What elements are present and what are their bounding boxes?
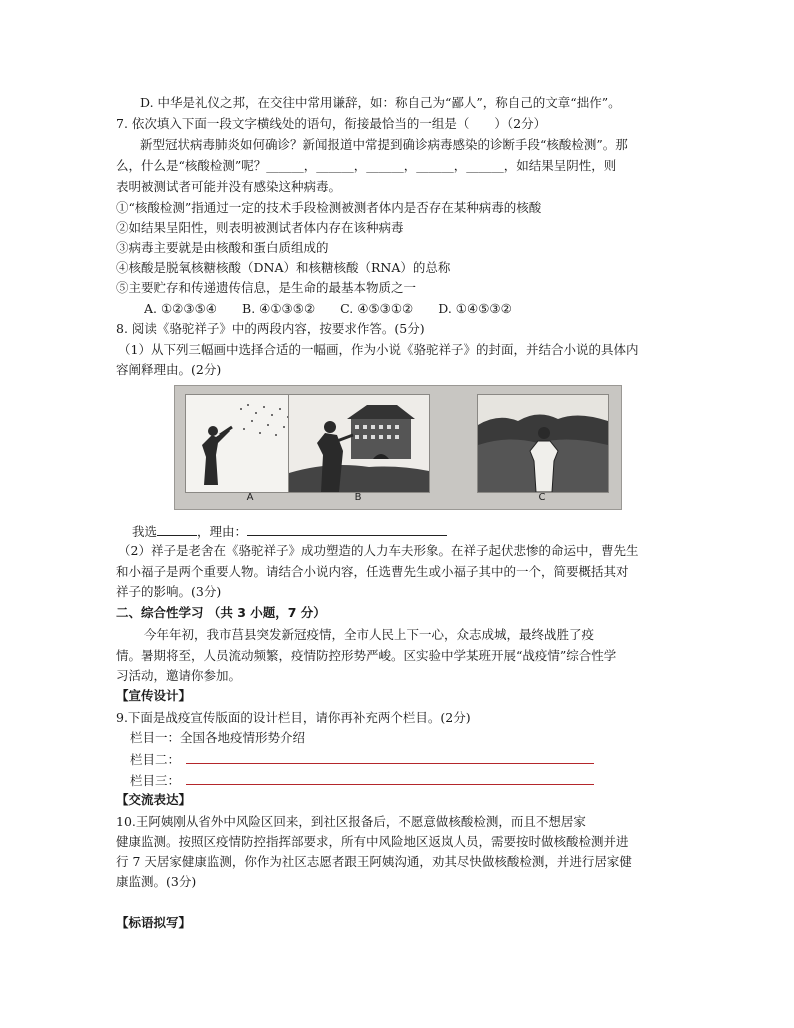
question-10-line-2: 健康监测。按照区疫情防控指挥部要求，所有中风险地区返岚人员，需要按时做核酸检测并进 (116, 834, 629, 849)
panel-b-label: B (354, 492, 362, 503)
section-2-intro-1: 今年年初，我市莒县突发新冠疫情，全市人民上下一心，众志成城，最终战胜了疫 (144, 627, 595, 642)
publicity-design-heading: 【宣传设计】 (116, 688, 192, 703)
choice-prompt: 我选 (132, 524, 158, 539)
section-2-intro-2: 情。暑期将至，人员流动频繁，疫情防控形势严峻。区实验中学某班开展“战疫情”综合性学 (116, 648, 617, 663)
q8-part1-line-1: （1）从下列三幅画中选择合适的一幅画，作为小说《骆驼祥子》的封面，并结合小说的具体内 (118, 342, 639, 357)
q8-part2-line-1: （2）祥子是老舍在《骆驼祥子》成功塑造的人力车夫形象。在祥子起伏悲惨的命运中，曹先生 (118, 543, 639, 558)
q7-sentence-4: ④核酸是脱氧核糖核酸（DNA）和核糖核酸（RNA）的总称 (116, 260, 451, 275)
q7-passage-line-3: 表明被测试者可能并没有感染这种病毒。 (116, 179, 342, 194)
section-2-intro-3: 习活动，邀请你参加。 (116, 668, 242, 683)
column-2-answer-line[interactable] (186, 762, 594, 764)
q8-part1-line-2: 容阐释理由。(2分) (116, 362, 222, 377)
q8-part2-line-3: 祥子的影响。(3分) (116, 584, 222, 599)
panel-a-label: A (246, 492, 254, 503)
question-8-stem: 8. 阅读《骆驼祥子》中的两段内容，按要求作答。(5分) (116, 321, 425, 336)
cover-choice-figure (174, 385, 622, 510)
panel-c-image (477, 394, 609, 493)
question-10-line-1: 10.王阿姨刚从省外中风险区回来，到社区报备后，不愿意做核酸检测，而且不想居家 (116, 814, 586, 829)
question-10-line-4: 康监测。(3分) (116, 874, 197, 889)
communication-heading: 【交流表达】 (116, 792, 192, 807)
column-3-label: 栏目三： (130, 773, 181, 788)
question-7-stem: 7. 依次填入下面一段文字横线处的语句，衔接最恰当的一组是（ ）（2分） (116, 116, 547, 131)
reason-prompt: ，理由： (197, 524, 248, 539)
slogan-heading: 【标语拟写】 (116, 915, 192, 930)
column-3-answer-line[interactable] (186, 783, 594, 785)
question-9-stem: 9.下面是战疫宣传版面的设计栏目，请你再补充两个栏目。(2分) (116, 710, 471, 725)
option-d-text: D. 中华是礼仪之邦，在交往中常用谦辞，如：称自己为“鄙人”，称自己的文章“拙作”。 (140, 95, 621, 110)
question-10-line-3: 行 7 天居家健康监测，你作为社区志愿者跟王阿姨沟通，劝其尽快做核酸检测，并进行居家健 (116, 854, 632, 869)
reason-blank[interactable] (247, 521, 447, 536)
panel-c-label: C (538, 492, 546, 503)
q7-sentence-5: ⑤主要贮存和传递遗传信息，是生命的最基本物质之一 (116, 280, 417, 295)
section-2-heading: 二、综合性学习 （共 3 小题，7 分） (116, 605, 326, 620)
q7-choices: A. ①②③⑤④ B. ④①③⑤② C. ④⑤③①② D. ①④⑤③② (144, 301, 512, 316)
choice-blank[interactable] (157, 521, 197, 536)
q7-sentence-2: ②如结果呈阳性，则表明被测试者体内存在该种病毒 (116, 220, 404, 235)
q7-sentence-1: ①“核酸检测”指通过一定的技术手段检测被测者体内是否存在某种病毒的核酸 (116, 200, 542, 215)
column-1: 栏目一：全国各地疫情形势介绍 (130, 730, 306, 745)
panel-b-image (288, 394, 430, 493)
q7-passage-line-2: 么，什么是“核酸检测”呢？______，______，______，______，______，如结果呈阴性，则 (116, 158, 617, 173)
q7-sentence-3: ③病毒主要就是由核酸和蛋白质组成的 (116, 240, 329, 255)
q8-part1-answer-line (132, 521, 712, 541)
q8-part2-line-2: 和小福子是两个重要人物。请结合小说内容，任选曹先生或小福子其中的一个，简要概括其对 (116, 564, 629, 579)
column-2-label: 栏目二： (130, 752, 181, 767)
q7-passage-line-1: 新型冠状病毒肺炎如何确诊？新闻报道中常提到确诊病毒感染的诊断手段“核酸检测”。那 (140, 137, 628, 152)
